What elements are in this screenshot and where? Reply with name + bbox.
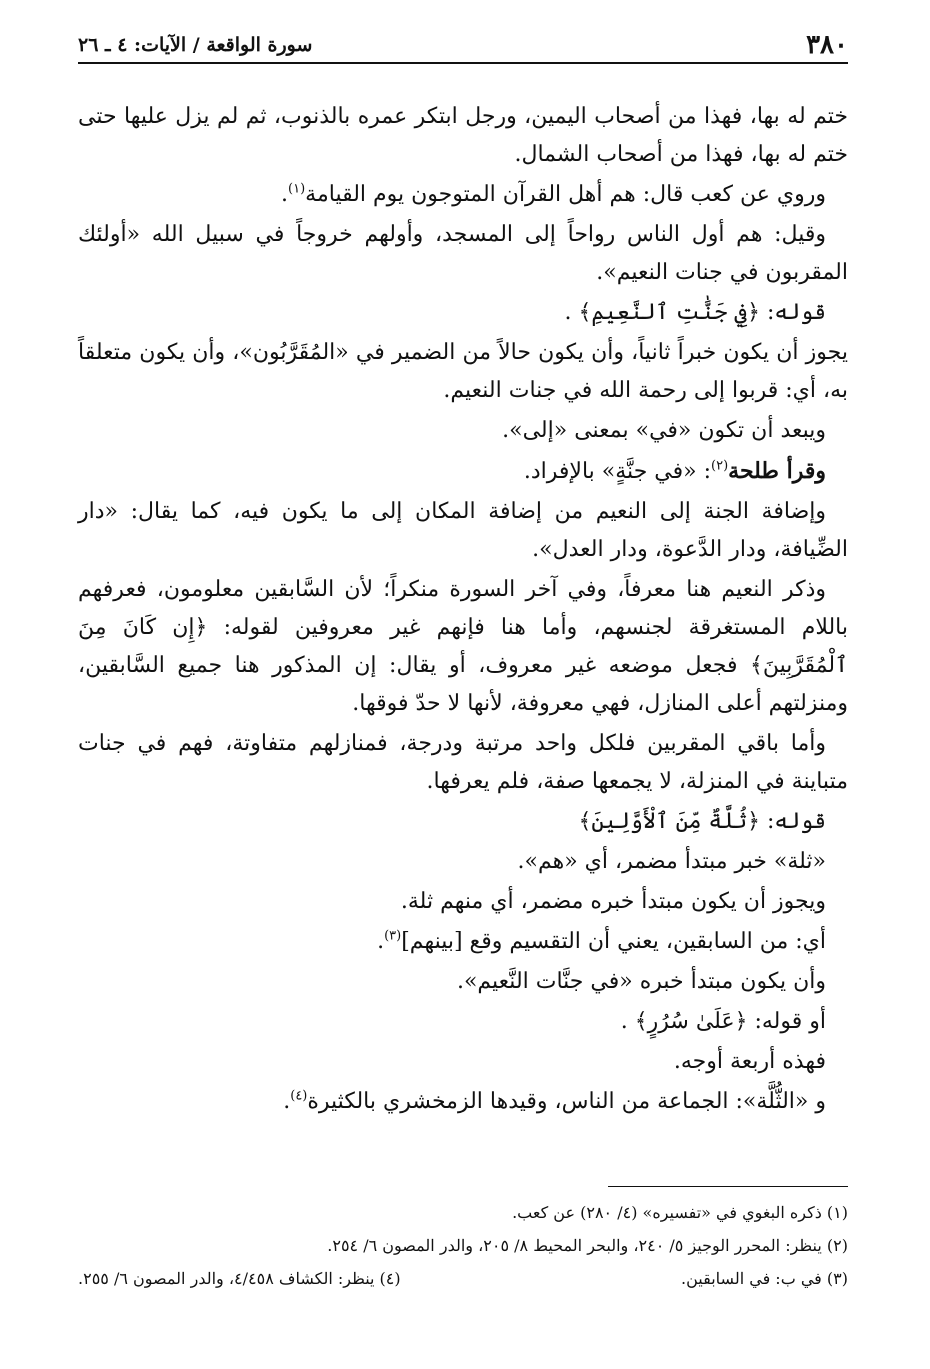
quran-verse: ﴿عَلَىٰ سُرُرٍ﴾ xyxy=(634,1009,748,1034)
paragraph: ويجوز أن يكون مبتدأ خبره مضمر، أي منهم ثلة. xyxy=(400,889,826,914)
footnote-row xyxy=(78,1262,848,1295)
paragraph: وقيل: هم أول الناس رواحاً إلى المسجد، وأولهم خروجاً في سبيل الله «أولئك المقربون في جنات النعيم». xyxy=(78,222,848,285)
footnote-1: (١) ذكره البغوي في «تفسيره» (٤/ ٢٨٠) عن كعب. xyxy=(512,1203,848,1222)
quran-verse: ﴿ثُلَّةٌ مِّنَ ٱلْأَوَّلِينَ﴾ xyxy=(578,809,761,834)
main-text xyxy=(78,98,848,1123)
paragraph: وإضافة الجنة إلى النعيم من إضافة المكان إلى ما يكون فيه، كما يقال: «دار الضِّيافة، ودار الدَّعوة، ودار العدل». xyxy=(78,499,848,562)
footnote-separator xyxy=(608,1186,848,1187)
quran-verse: ﴿فِي جَنَّٰتِ ٱلنَّعِيمِ﴾ xyxy=(578,300,761,325)
reader-name: وقرأ طلحة xyxy=(728,458,826,484)
footnote-2: (٢) ينظر: المحرر الوجيز ٥/ ٢٤٠، والبحر المحيط ٨/ ٢٠٥، والدر المصون ٦/ ٢٥٤. xyxy=(327,1236,848,1255)
page-header xyxy=(78,26,848,66)
paragraph: فهذه أربعة أوجه. xyxy=(673,1049,826,1074)
paragraph: وروي عن كعب قال: هم أهل القرآن المتوجون يوم القيامة$^{(١)}$. xyxy=(281,181,826,207)
paragraph: «ثلة» خبر مبتدأ مضمر، أي «هم». xyxy=(517,849,826,874)
paragraph: يجوز أن يكون خبراً ثانياً، وأن يكون حالاً من الضمير في «المُقَرَّبُون»، وأن يكون متعلقاً به، أي: قربوا إلى رحمة الله في جنات النعيم. xyxy=(78,340,848,403)
paragraph: قوله: ﴿فِي جَنَّٰتِ ٱلنَّعِيمِ﴾ . xyxy=(564,300,826,325)
paragraph: ختم له بها، فهذا من أصحاب اليمين، ورجل ابتكر عمره بالذنوب، ثم لم يزل عليها حتى ختم له بها، فهذا من أصحاب الشمال. xyxy=(78,104,848,167)
paragraph: ويبعد أن تكون «في» بمعنى «إلى». xyxy=(502,418,826,443)
paragraph: أو قوله: ﴿عَلَىٰ سُرُرٍ﴾ . xyxy=(620,1009,826,1034)
paragraph: وأن يكون مبتدأ خبره «في جنَّات النَّعيم». xyxy=(456,969,826,994)
paragraph: وذكر النعيم هنا معرفاً، وفي آخر السورة منكراً؛ لأن السَّابقين معلومون، فعرفهم باللام المستغرقة لجنسهم، وأما هنا فإنهم غير معروفين لقوله: ﴿إِن كَانَ مِنَ ٱلْمُقَرَّبِينَ﴾ فجعل موضعه غير معروف، أو يقال: إن المذكور هنا جميع السَّابقين، ومنزلتهم أعلى المنازل، فهي معروفة، لأنها لا حدّ فوقها. xyxy=(78,577,849,716)
footnotes xyxy=(78,1196,848,1295)
footnote-ref: (١) xyxy=(288,181,306,197)
footnote-4: (٤) ينظر: الكشاف ٤/٤٥٨، والدر المصون ٦/ ٢٥٥. xyxy=(78,1269,401,1288)
footnote-ref: (٣) xyxy=(384,928,402,944)
quran-verse: ﴿إِن كَانَ مِنَ ٱلْمُقَرَّبِينَ﴾ xyxy=(78,615,848,678)
paragraph: و «الثُّلَّة»: الجماعة من الناس، وقيدها الزمخشري بالكثيرة$^{(٤)}$. xyxy=(283,1088,826,1114)
paragraph: وقرأ طلحة$^{(٢)}$: «في جنَّةٍ» بالإفراد. xyxy=(523,458,826,484)
paragraph: وأما باقي المقربين فلكل واحد مرتبة ودرجة، فمنازلهم متفاوتة، فهم في جنات متباينة في المنزلة، لا يجمعها صفة، فلم يعرفها. xyxy=(78,731,848,794)
paragraph: قوله: ﴿ثُلَّةٌ مِّنَ ٱلْأَوَّلِينَ﴾ xyxy=(578,809,826,834)
footnote-ref: (٢) xyxy=(711,458,729,474)
footnote-ref: (٤) xyxy=(290,1088,308,1104)
paragraph: أي: من السابقين، يعني أن التقسيم وقع [بينهم]$^{(٣)}$. xyxy=(377,928,826,954)
page-number: ٣٨٠ xyxy=(806,30,848,60)
footnote-3: (٣) في ب: في السابقين. xyxy=(681,1269,848,1288)
running-title: سورة الواقعة / الآيات: ٤ ـ ٢٦ xyxy=(78,34,313,56)
header-rule xyxy=(78,62,848,64)
